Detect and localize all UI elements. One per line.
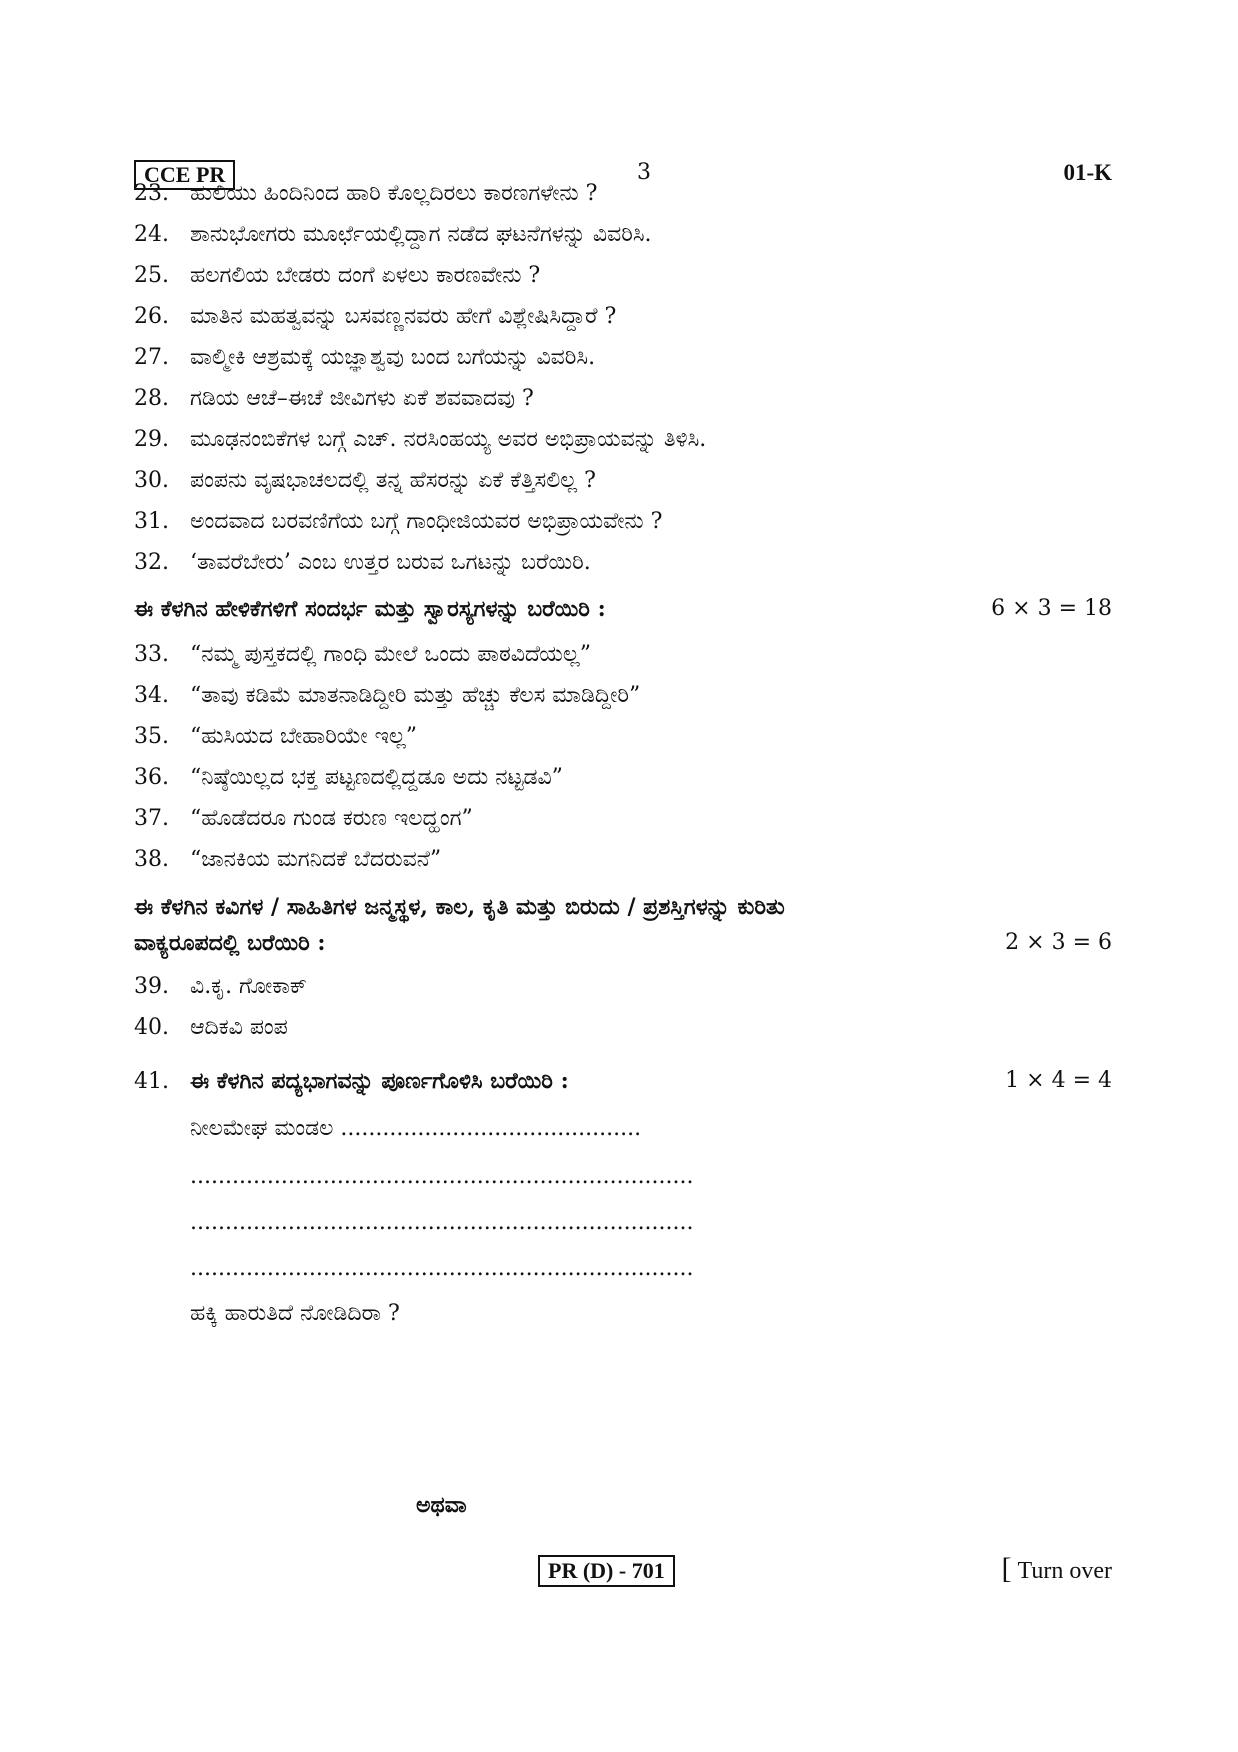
question-number: 36. — [134, 765, 169, 790]
question-number: 23. — [134, 181, 169, 206]
question-number: 28. — [134, 386, 169, 411]
section-marks: 6 × 3 = 18 — [991, 596, 1112, 621]
question-item — [134, 546, 1114, 580]
question-text: ಈ ಕೆಳಗಿನ ಪದ್ಯಭಾಗವನ್ನು ಪೂರ್ಣಗೊಳಿಸಿ ಬರೆಯಿರಿ : — [190, 1068, 569, 1094]
section-heading: ಈ ಕೆಳಗಿನ ಹೇಳಿಕೆಗಳಿಗೆ ಸಂದರ್ಭ ಮತ್ತು ಸ್ವಾರಸ್ಯಗಳನ್ನು ಬರೆಯಿರಿ : — [134, 596, 606, 622]
question-number: 33. — [134, 642, 169, 667]
question-number: 40. — [134, 1015, 169, 1040]
question-item — [134, 843, 1114, 877]
section-heading-continued: ವಾಕ್ಯರೂಪದಲ್ಲಿ ಬರೆಯಿರಿ : — [134, 930, 326, 956]
question-number: 26. — [134, 304, 169, 329]
question-text: ಶಾನುಭೋಗರು ಮೂರ್ಛೆಯಲ್ಲಿದ್ದಾಗ ನಡೆದ ಘಟನೆಗಳನ್ನು ವಿವರಿಸಿ. — [190, 222, 652, 247]
section-heading: ಈ ಕೆಳಗಿನ ಕವಿಗಳ / ಸಾಹಿತಿಗಳ ಜನ್ಮಸ್ಥಳ, ಕಾಲ, ಕೃತಿ ಮತ್ತು ಬಿರುದು / ಪ್ರಶಸ್ತಿಗಳನ್ನು ಕುರಿತು — [134, 894, 785, 920]
question-item — [134, 720, 1114, 754]
question-marks: 1 × 4 = 4 — [1005, 1068, 1112, 1093]
question-text: “ಹೊಡೆದರೂ ಗುಂಡ ಕರುಣ ಇಲದ್ಹಂಗ” — [190, 806, 473, 831]
question-text: ಅಂದವಾದ ಬರವಣಿಗೆಯ ಬಗ್ಗೆ ಗಾಂಧೀಜಿಯವರ ಅಭಿಪ್ರಾಯವೇನು ? — [190, 509, 663, 534]
question-text: “ತಾವು ಕಡಿಮೆ ಮಾತನಾಡಿದ್ದೀರಿ ಮತ್ತು ಹೆಚ್ಚು ಕೆಲಸ ಮಾಡಿದ್ದೀರಿ” — [190, 683, 641, 708]
question-text: ‘ತಾವರೆಬೇರು’ ಎಂಬ ಉತ್ತರ ಬರುವ ಒಗಟನ್ನು ಬರೆಯಿರಿ. — [190, 550, 591, 575]
question-text: ಪಂಪನು ವೃಷಭಾಚಲದಲ್ಲಿ ತನ್ನ ಹೆಸರನ್ನು ಏಕೆ ಕೆತ್ತಿಸಲಿಲ್ಲ ? — [190, 468, 596, 493]
question-item — [134, 177, 1114, 211]
question-item — [134, 300, 1114, 334]
question-text: ಮಾತಿನ ಮಹತ್ವವನ್ನು ಬಸವಣ್ಣನವರು ಹೇಗೆ ವಿಶ್ಲೇಷಿಸಿದ್ದಾರೆ ? — [190, 304, 617, 329]
question-number: 35. — [134, 724, 169, 749]
footer-paper-code: PR (D) - 701 — [538, 1555, 675, 1587]
question-text: ಮೂಢನಂಬಿಕೆಗಳ ಬಗ್ಗೆ ಎಚ್. ನರಸಿಂಹಯ್ಯ ಅವರ ಅಭಿಪ್ರಾಯವನ್ನು ತಿಳಿಸಿ. — [190, 427, 707, 452]
question-text: ವಿ.ಕೃ. ಗೋಕಾಕ್ — [190, 974, 307, 999]
question-text: ಹುಲಿಯು ಹಿಂದಿನಿಂದ ಹಾರಿ ಕೊಲ್ಲದಿರಲು ಕಾರಣಗಳೇನು ? — [190, 181, 598, 206]
question-text: “ಹುಸಿಯದ ಬೇಹಾರಿಯೇ ಇಲ್ಲ” — [190, 724, 418, 749]
poem-blank-line: ........................................................................ — [190, 1210, 694, 1235]
poem-line: ಹಕ್ಕಿ ಹಾರುತಿದೆ ನೋಡಿದಿರಾ ? — [190, 1301, 400, 1326]
question-number: 25. — [134, 263, 169, 288]
question-item — [134, 218, 1114, 252]
turn-over-note — [1002, 1552, 1112, 1588]
question-number: 29. — [134, 427, 169, 452]
paper-code: 01-K — [1063, 160, 1112, 185]
question-number: 38. — [134, 847, 169, 872]
question-number: 41. — [134, 1069, 169, 1094]
exam-code-badge: CCE PR — [134, 160, 235, 190]
question-item — [134, 970, 1114, 1004]
page-number: 3 — [637, 160, 651, 185]
question-number: 39. — [134, 974, 169, 999]
question-item — [134, 382, 1114, 416]
poem-blank-line: ........................................................................ — [190, 1164, 694, 1189]
question-number: 30. — [134, 468, 169, 493]
question-number: 27. — [134, 345, 169, 370]
question-number: 24. — [134, 222, 169, 247]
or-separator: ಅಥವಾ — [416, 1492, 467, 1518]
question-text: “ಜಾನಕಿಯ ಮಗನಿದಕೆ ಬೆದರುವನೆ” — [190, 847, 442, 872]
question-item — [134, 341, 1114, 375]
turn-over-text: Turn over — [1017, 1558, 1112, 1584]
question-item — [134, 1064, 1114, 1099]
question-text: ಆದಿಕವಿ ಪಂಪ — [190, 1015, 288, 1040]
poem-blank-line: ........................................................................ — [190, 1256, 694, 1281]
question-item — [134, 464, 1114, 498]
question-text: “ನಿಷ್ಠೆಯಿಲ್ಲದ ಭಕ್ತ ಪಟ್ಟಣದಲ್ಲಿದ್ದಡೂ ಅದು ನಟ್ಟಡವಿ” — [190, 765, 563, 790]
question-item — [134, 1011, 1114, 1045]
question-text: “ನಮ್ಮ ಪುಸ್ತಕದಲ್ಲಿ ಗಾಂಧಿ ಮೇಲೆ ಒಂದು ಪಾಠವಿದೆಯಲ್ಲ” — [190, 642, 591, 667]
bracket-mark: [ — [1001, 1552, 1012, 1585]
question-text: ವಾಲ್ಮೀಕಿ ಆಶ್ರಮಕ್ಕೆ ಯಜ್ಞಾಶ್ವವು ಬಂದ ಬಗೆಯನ್ನು ವಿವರಿಸಿ. — [190, 345, 596, 370]
question-number: 37. — [134, 806, 169, 831]
question-item — [134, 259, 1114, 293]
question-number: 31. — [134, 509, 169, 534]
question-item — [134, 505, 1114, 539]
section-marks: 2 × 3 = 6 — [1005, 930, 1112, 955]
poem-line: ನೀಲಮೇಘ ಮಂಡಲ ........................................... — [190, 1116, 642, 1141]
question-number: 32. — [134, 550, 169, 575]
question-item — [134, 679, 1114, 713]
question-item — [134, 802, 1114, 836]
question-item — [134, 638, 1114, 672]
question-text: ಗಡಿಯ ಆಚೆ–ಈಚೆ ಜೀವಿಗಳು ಏಕೆ ಶವವಾದವು ? — [190, 386, 534, 411]
question-item — [134, 423, 1114, 457]
question-number: 34. — [134, 683, 169, 708]
question-text: ಹಲಗಲಿಯ ಬೇಡರು ದಂಗೆ ಏಳಲು ಕಾರಣವೇನು ? — [190, 263, 541, 288]
question-item — [134, 761, 1114, 795]
